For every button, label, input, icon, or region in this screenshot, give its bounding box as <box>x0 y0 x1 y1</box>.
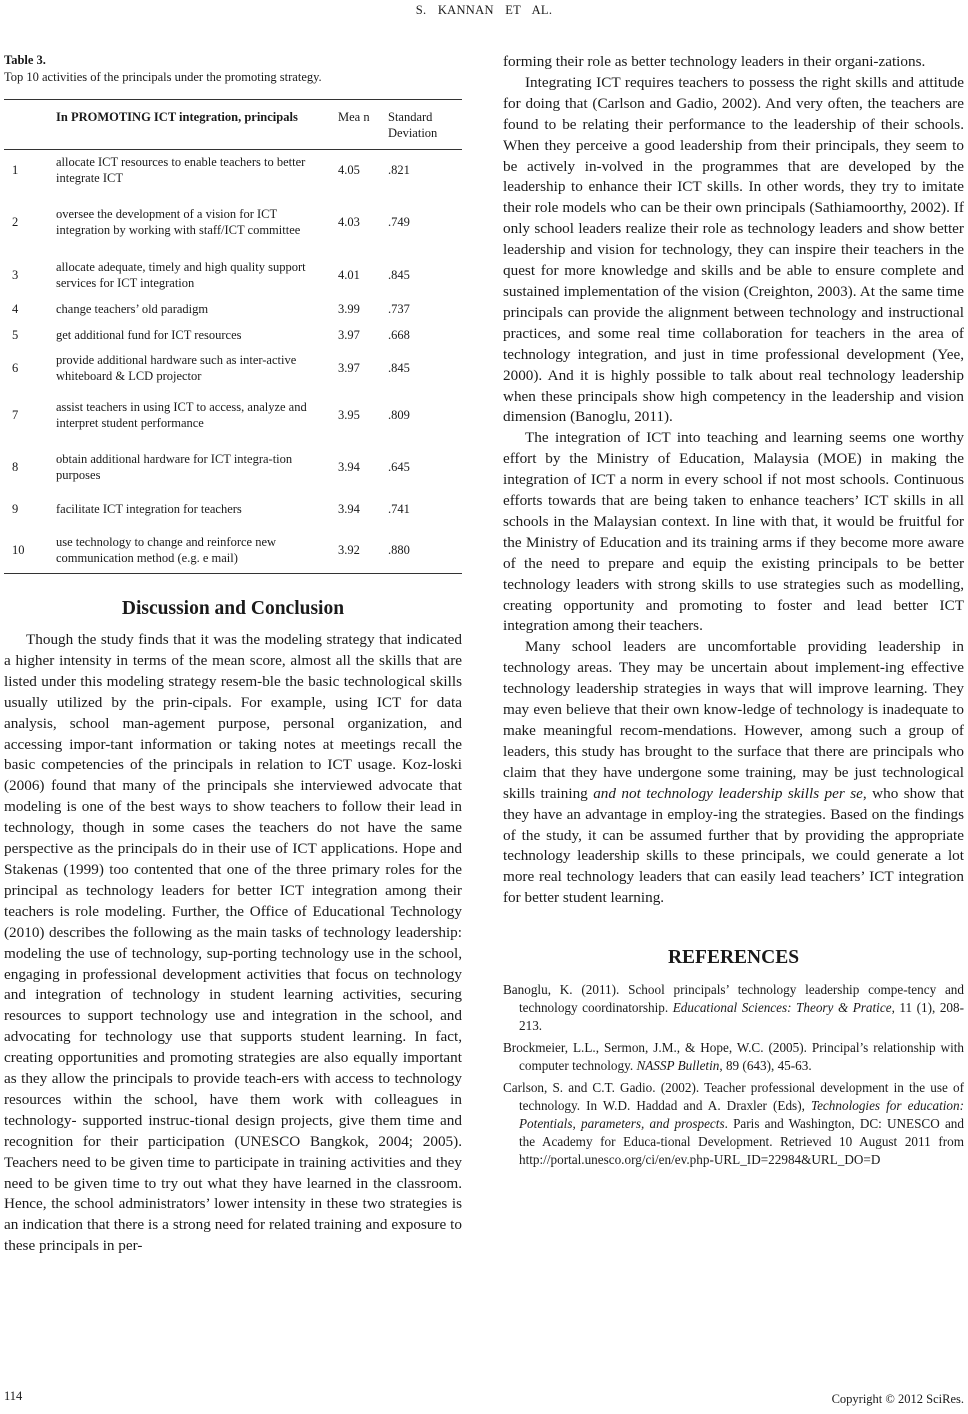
header-activity: In PROMOTING ICT integration, principals <box>52 100 334 150</box>
row-number: 6 <box>12 360 19 375</box>
row-activity: facilitate ICT integration for teachers <box>56 502 242 516</box>
reference-item <box>503 1039 964 1075</box>
running-head: S. KANNAN ET AL. <box>415 3 553 17</box>
promoting-activities-table <box>4 99 462 574</box>
row-number: 7 <box>12 407 19 422</box>
right-column <box>503 52 964 1173</box>
table-row <box>4 296 462 323</box>
row-mean: 3.97 <box>338 328 360 342</box>
reference-item <box>503 1079 964 1169</box>
row-sd: .668 <box>388 328 410 342</box>
table-row <box>4 323 462 348</box>
row-sd: .741 <box>388 502 410 516</box>
left-column <box>4 52 462 1257</box>
row-mean: 4.01 <box>338 267 360 282</box>
row-activity: assist teachers in using ICT to access, analyze and interpret student performance <box>56 399 307 430</box>
reference-item <box>503 981 964 1035</box>
reference-source: Educational Sciences: Theory & Pratice <box>672 1000 892 1016</box>
reference-text: Carlson, S. and C.T. Gadio. (2002). Teacher professional development in the use of technology. In W.D. Haddad and A. Draxler (Eds), <box>503 1080 964 1114</box>
table-row <box>4 527 462 574</box>
reference-text: Banoglu, K. (2011). School principals’ technology leadership compe-tency and technology coordinatorship. <box>503 982 964 1016</box>
discussion-continuation: forming their role as better technology leaders in their organi-zations. <box>503 53 926 70</box>
table-row <box>4 348 462 388</box>
reference-text: Brockmeier, L.L., Sermon, J.M., & Hope, W.C. (2005). Principal’s relationship with computer technology. <box>503 1040 964 1074</box>
table-row <box>4 388 462 442</box>
row-number: 3 <box>12 267 19 282</box>
row-number: 4 <box>12 302 19 316</box>
reference-source: NASSP Bulletin <box>636 1058 720 1074</box>
row-number: 10 <box>12 542 25 557</box>
row-sd: .809 <box>388 407 410 422</box>
table-row <box>4 254 462 296</box>
reference-details: . Paris and Washington, DC: UNESCO and the Academy for Educa-tional Development. Retrieved 10 August 2011 from http://portal.unesco.org/ci/en/ev.php-URL_ID=22984&URL_DO=D <box>519 1116 964 1168</box>
table-label: Table 3. <box>4 53 46 67</box>
row-activity: get additional fund for ICT resources <box>56 328 242 342</box>
table-caption <box>4 52 462 86</box>
table-row <box>4 442 462 492</box>
row-activity: allocate ICT resources to enable teachers to better integrate ICT <box>56 154 306 185</box>
section-title-discussion: Discussion and Conclusion <box>121 598 345 619</box>
row-sd: .880 <box>388 542 410 557</box>
paragraph-4-text-a: Many school leaders are uncomfortable providing leadership in technology areas. They may be uncertain about implement-ing effective technology leadership strategies in ways that will improve learning. They may even believe that their own know-ledge of technology is inadequate to make meaningful recom-mendations. However, among such a group of leaders, this study has brought to the surface that there are principals who claim that they have undergone some training, may be just technological skills training <box>503 638 964 802</box>
row-number: 1 <box>12 162 19 177</box>
row-activity: use technology to change and reinforce new communication method (e.g. e mail) <box>56 534 277 565</box>
reference-source: Technologies for education: Potentials, parameters, and prospects <box>519 1098 964 1132</box>
row-mean: 4.05 <box>338 162 360 177</box>
row-sd: .845 <box>388 360 410 375</box>
table-row <box>4 190 462 254</box>
reference-details: , 11 (1), 208-213. <box>519 1000 965 1034</box>
reference-details: , 89 (643), 45-63. <box>719 1058 812 1074</box>
row-sd: .821 <box>388 162 410 177</box>
header-number <box>4 100 52 150</box>
row-activity: change teachers’ old paradigm <box>56 302 209 316</box>
discussion-paragraph-4 <box>503 637 964 909</box>
row-mean: 3.99 <box>338 302 360 316</box>
table-header-row <box>4 100 462 150</box>
row-activity: obtain additional hardware for ICT integra-tion purposes <box>56 451 293 482</box>
discussion-paragraph-3: The integration of ICT into teaching and learning seems one worthy effort by the Ministry of Education, Malaysia (MOE) in making the integration of ICT a norm in every school if not most schools. Continuous efforts towards that are being taken to enhance teachers’ ICT skills in all schools in the Malaysian context. In line with that, it would be fruitful for the Ministry of Education and its training arms if they become more aware of the need to prepare and equip the existing principals to be better technology leaders with strong skills to use strategies such as modelling, creating opportunity and promoting to foster and lead better ICT integration among their teachers. <box>503 429 964 635</box>
row-number: 5 <box>12 328 19 342</box>
row-number: 9 <box>12 502 19 516</box>
paragraph-4-emphasis: and not technology leadership skills per se <box>593 784 863 802</box>
row-number: 2 <box>12 214 19 229</box>
table-row <box>4 150 462 190</box>
row-number: 8 <box>12 459 19 474</box>
row-sd: .645 <box>388 459 410 474</box>
row-mean: 3.92 <box>338 542 360 557</box>
row-sd: .749 <box>388 214 410 229</box>
discussion-paragraph-1: Though the study finds that it was the modeling strategy that indicated a higher intensity in terms of the mean score, almost all the skills that are listed under this modeling strategy resem-ble the basic technological skills usually utilized by the prin-cipals. For example, using ICT for data analysis, school man-agement purpose, personal organization, and accessing impor-tant information or taking notes at meetings recall the basic competencies of the principals in relation to ICT usage. Koz-loski (2006) found that many of the principals she interviewed advocate that modeling is one of the best ways to show teachers to follow their lead in technology, though in some cases the teachers do not have the same perspective as the principals do in their use of ICT applications. Hope and Stakenas (1999) too contented that one of the three primary roles for the principal as technology leaders for better ICT integration among their teachers is role modeling. Further, the Office of Educational Technology (2010) describes the following as the main tasks of technology leadership: modeling the use of technology, sup-porting technology use in the school, engaging in professional development activities that focus on technology and integration of technology in student learning activities, securing resources to support technology use and integration in the school, and advocating for technology use that supports student learning. In fact, creating opportunities and promoting strategies are also equally important as they allow the principals to provide teach-ers with access to technology resources within the school, have them work with colleagues in technology- supported instruc-tional design projects, give them time and recognition for their participation (UNESCO Bangkok, 2004; 2005). Teachers need to be given time to participate in training activities and they need to be given time to try out what they have learned in the classroom. Hence, the school administrators’ lower intensity in these two strategies is an indication that there is a strong need for related training and exposure to these principals in per- <box>4 631 462 1255</box>
row-activity: provide additional hardware such as inter-active whiteboard & LCD projector <box>56 352 297 383</box>
page-number: 114 <box>4 1389 23 1403</box>
row-mean: 4.03 <box>338 214 360 229</box>
row-sd: .845 <box>388 267 410 282</box>
discussion-paragraph-2: Integrating ICT requires teachers to possess the right skills and attitude for doing that (Carlson and Gadio, 2002). And very often, the teachers are found to be relating their performance to the leadership of their schools. When they perceive a good leadership from their principals, they seem to be actively in-volved in the programmes that are developed by the leadership to enhance their ICT skills. In other words, they try to imitate their role models who can be their own principals (Sathiamoorthy, 2002). If only school leaders realize their role as technology leaders and show better leadership and vision for technology, they can inspire their teachers in the quest for more knowledge and skills and be able to ensure complete and sustained implementation of the vision (Creighton, 2003). At the same time principals can provide the alignment between technology and instructional practices, and some real time collaboration for teachers in the area of technology integration, and just in time professional development (Yee, 2000). And it is highly possible to talk about real technology leadership when these principals show high competency in the leadership and vision dimension (Banoglu, 2011). <box>503 73 964 426</box>
header-mean: Mea n <box>334 100 384 150</box>
paragraph-4-text-b: , who show that they have an advantage in employ-ing the strategies. Based on the findings of the study, it can be assumed further that by providing the appropriate technology leadership skills to these principals, we could generate a lot more real technology leaders that can easily lead teachers’ ICT integration for better student learning. <box>503 784 964 907</box>
row-mean: 3.94 <box>338 459 360 474</box>
row-mean: 3.97 <box>338 360 360 375</box>
copyright-notice: Copyright © 2012 SciRes. <box>831 1392 964 1406</box>
references-title: REFERENCES <box>667 947 800 969</box>
header-sd: Standard Deviation <box>384 100 462 150</box>
row-mean: 3.95 <box>338 407 360 422</box>
table-row <box>4 492 462 527</box>
row-activity: oversee the development of a vision for ICT integration by working with staff/ICT committee <box>56 206 301 237</box>
table-caption-text: Top 10 activities of the principals under the promoting strategy. <box>4 70 322 84</box>
row-mean: 3.94 <box>338 502 360 516</box>
row-sd: .737 <box>388 302 410 316</box>
row-activity: allocate adequate, timely and high quality support services for ICT integration <box>56 259 306 290</box>
